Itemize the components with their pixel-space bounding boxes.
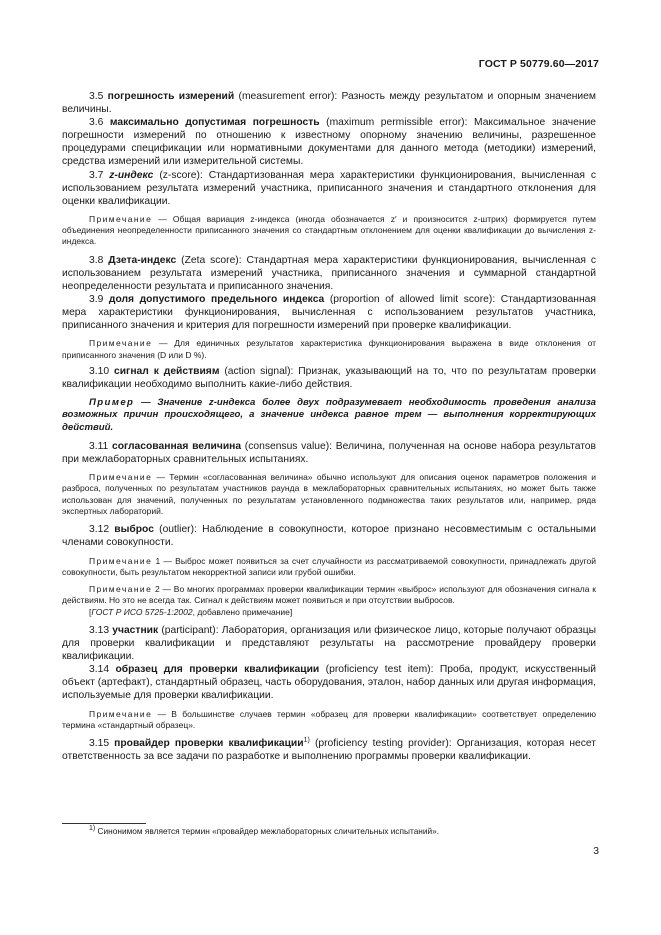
term-3-7 [62, 169, 596, 208]
note-text: 1 — Выброс может появиться за счет случайности из рассматриваемой совокупности, принадлежать другой совокупности, быть результатом некорректной записи или грубой ошибки. [62, 555, 596, 577]
note-label: Примечание [89, 708, 153, 719]
term-3-11 [62, 440, 596, 466]
term-number: 3.10 [89, 365, 110, 377]
term-3-13 [62, 624, 596, 663]
term-number: 3.14 [89, 664, 110, 676]
term-title: z-индекс [109, 169, 154, 181]
note-text: — В большинстве случаев термин «образец для проверки квалификации» соответствует определению термина «стандартный образец». [62, 708, 596, 730]
term-3-5 [62, 90, 596, 116]
note-3-12-1 [62, 556, 596, 579]
term-title: выброс [114, 524, 154, 536]
term-title: сигнал к действиям [113, 365, 220, 377]
term-title: Дзета-индекс [108, 254, 177, 266]
source-reference: [ГОСТ Р ИСО 5725-1:2002, добавлено примечание] [89, 606, 293, 617]
term-definition: (participant): Лаборатория, организация или физическое лицо, которые получают образцы для проверки квалификации и представляют результаты на рассмотрение провайдеру проверки квалификации. [62, 625, 596, 663]
term-number: 3.7 [89, 169, 104, 181]
note-3-12-2 [62, 584, 596, 607]
note-text: — Для единичных результатов характеристика функционирования выражена в виде отклонения от приписанного значения (D или D %). [62, 338, 596, 360]
note-text: — Общая вариация z-индекса (иногда обозначается z′ и произносится z-штрих) формируется путем объединения неопределенности приписанного значения со стандартным отклонением для оценки квалификации до вычисления z-индекса. [62, 213, 596, 247]
example-label: Пример [89, 397, 135, 409]
document-body [62, 90, 596, 763]
term-definition: (outlier): Наблюдение в совокупности, которое признано несовместимым с остальными членами совокупности. [62, 524, 596, 549]
page-number: 3 [593, 846, 599, 857]
term-number: 3.9 [89, 294, 104, 306]
example-3-10 [62, 397, 596, 434]
term-3-15 [62, 737, 596, 763]
term-definition: (proportion of allowed limit score): Стандартизованная мера характеристики функционирования, вычисленная с использованием результатов участника, приписанного значения и критерия для погрешности измерений при проверке квалификации. [62, 294, 596, 332]
note-3-7 [62, 214, 596, 248]
note-3-14 [62, 709, 596, 732]
term-3-12 [62, 523, 596, 549]
term-number: 3.15 [89, 738, 110, 750]
term-number: 3.8 [89, 254, 104, 266]
footnote-text: Синонимом является термин «провайдер межлабораторных сличительных испытаний». [95, 826, 440, 836]
example-text: — Значение z-индекса более двух подразумевает необходимость проведения анализа возможных причин происходящего, а значение индекса равное трем — выполнения корректирующих действий. [62, 397, 596, 433]
term-3-14 [62, 663, 596, 702]
term-title: согласованная величина [111, 440, 242, 452]
term-definition: (measurement error): Разность между результатом и опорным значением величины. [62, 91, 596, 116]
term-number: 3.11 [89, 440, 109, 452]
footnote [89, 826, 589, 837]
note-label: Примечание [89, 472, 153, 483]
term-number: 3.5 [89, 91, 104, 102]
term-definition: (proficiency test item): Проба, продукт, искусственный объект (артефакт), стандартный образец, часть оборудования, эталон, набор данных или другая информация, используемые для проверки квалификации. [62, 664, 596, 702]
source-standard: ГОСТ Р ИСО 5725-1:2002 [91, 606, 193, 617]
term-title: участник [112, 625, 159, 637]
term-title: погрешность измерений [107, 91, 235, 102]
note-label: Примечание [89, 584, 153, 595]
term-definition: (action signal): Признак, указывающий на то, что по результатам проверки квалификации необходимо выполнить какие-либо действия. [62, 365, 596, 390]
note-3-9 [62, 338, 596, 361]
note-3-11 [62, 472, 596, 517]
term-definition: (consensus value): Величина, полученная на основе набора результатов при межлабораторных сравнительных испытаниях. [62, 440, 596, 466]
term-title: доля допустимого предельного индекса [108, 294, 325, 306]
note-label: Примечание [89, 213, 153, 224]
term-title: максимально допустимая погрешность [109, 117, 320, 129]
term-definition: (proficiency testing provider): Организация, которая несет ответственность за все задачи по разработке и выполнению программы проверки квалификации. [62, 738, 596, 763]
standard-header: ГОСТ Р 50779.60—2017 [478, 58, 599, 70]
term-title: провайдер проверки квалификации [114, 738, 304, 750]
footnote-mark: 1) [89, 825, 96, 832]
term-3-6 [62, 116, 596, 168]
term-number: 3.12 [89, 524, 110, 536]
term-number: 3.13 [89, 625, 110, 637]
note-text: 2 — Во многих программах проверки квалификации термин «выброс» используют для обозначения сигнала к действиям. Но это не всегда так. Сигнал к действиям может появиться и при отсутствии выбросов. [62, 584, 596, 606]
term-definition: (maximum permissible error): Максимальное значение погрешности измерений по отношению к известному опорному значению величины, разрешенное процедурами спецификации или нормативными документами для данного метода (методики) измерений, средства измерений или измерительной системы. [62, 117, 596, 168]
term-number: 3.6 [89, 117, 104, 129]
footnote-marker: 1) [303, 737, 310, 745]
note-label: Примечание [89, 338, 153, 349]
note-text: — Термин «согласованная величина» обычно используют для описания оценок параметров положения и разброса, полученных по результатам участников раунда в межлабораторных сравнительных испытаниях, но может быть также использован для значений, полученных по результатам установленного подмножества таких результатов или, например, ряда экспертных лабораторий. [62, 472, 596, 517]
term-definition: (z-score): Стандартизованная мера характеристики функционирования, вычисленная с использованием результата измерений участника, приписанного значения и стандартного отклонения для оценки квалификации. [62, 169, 596, 207]
term-3-9 [62, 293, 596, 332]
source-remark: , добавлено примечание [192, 606, 290, 617]
term-3-10 [62, 365, 596, 391]
term-definition: (Zeta score): Стандартная мера характеристики функционирования, вычисленная с использованием результата измерений участника, приписанного значения и суммарной стандартной неопределенности результата и приписанного значения. [62, 254, 596, 292]
footnote-divider [62, 823, 146, 824]
term-3-8 [62, 254, 596, 293]
term-title: образец для проверки квалификации [115, 664, 320, 676]
note-label: Примечание [89, 555, 153, 566]
